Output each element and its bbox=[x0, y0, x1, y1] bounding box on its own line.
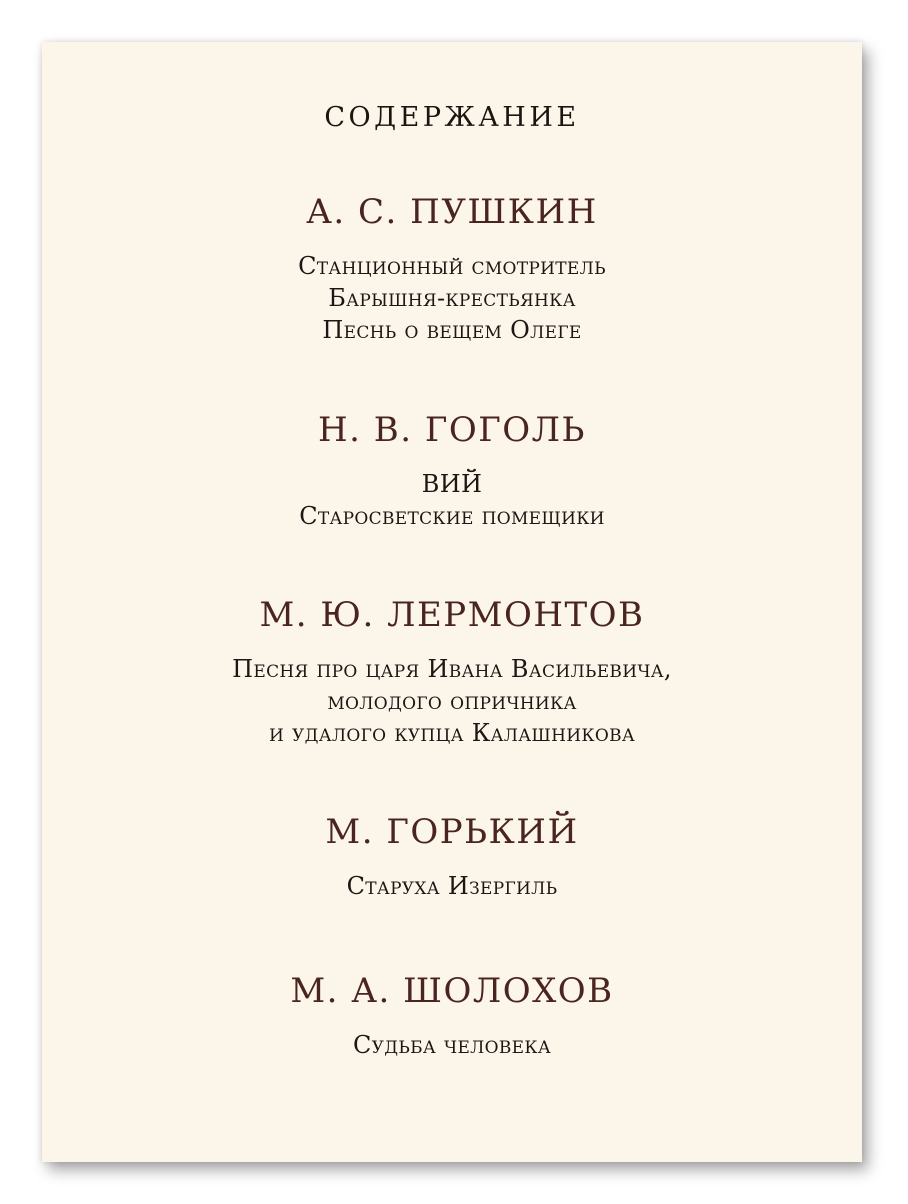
work-title: Барышня-крестьянка bbox=[328, 284, 576, 312]
works-list bbox=[42, 870, 862, 902]
book-page bbox=[42, 42, 862, 1162]
author-heading: Н. В. ГОГОЛЬ bbox=[318, 410, 586, 450]
section-sholokhov bbox=[42, 971, 862, 1061]
work-title: и удалого купца Калашникова bbox=[268, 719, 636, 747]
works-list bbox=[42, 653, 862, 749]
section-pushkin bbox=[42, 192, 862, 346]
author-heading: М. Ю. ЛЕРМОНТОВ bbox=[259, 595, 645, 635]
author-heading: М. А. ШОЛОХОВ bbox=[290, 971, 614, 1011]
works-list bbox=[42, 468, 862, 532]
work-title: Судьба человека bbox=[352, 1031, 552, 1059]
work-title: Старосветские помещики bbox=[299, 502, 605, 530]
work-title: Песня про царя Ивана Васильевича, bbox=[232, 655, 672, 683]
section-gogol bbox=[42, 410, 862, 532]
author-heading: А. С. ПУШКИН bbox=[306, 192, 598, 232]
works-list bbox=[42, 250, 862, 346]
contents-heading: СОДЕРЖАНИЕ bbox=[324, 102, 580, 133]
section-lermontov bbox=[42, 595, 862, 749]
work-title: Станционный смотритель bbox=[298, 252, 606, 280]
work-title: молодого опричника bbox=[327, 687, 577, 715]
works-list bbox=[42, 1029, 862, 1061]
author-heading: М. ГОРЬКИЙ bbox=[325, 812, 579, 852]
work-title: Старуха Изергиль bbox=[346, 872, 558, 900]
work-title: ВИЙ bbox=[421, 470, 483, 498]
section-gorky bbox=[42, 812, 862, 902]
work-title: Песнь о вещем Олеге bbox=[322, 316, 582, 344]
